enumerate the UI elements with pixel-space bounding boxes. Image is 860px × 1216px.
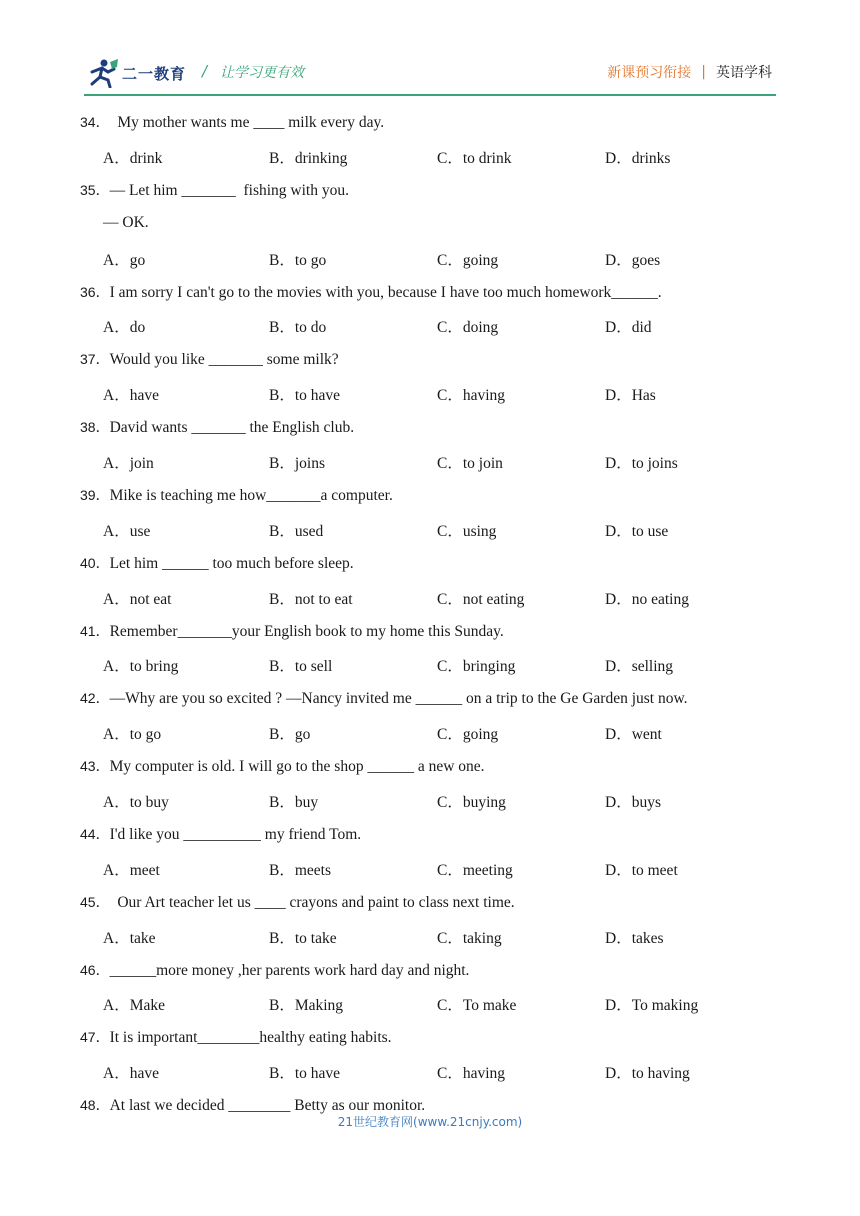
option-c[interactable]: C．to drink — [437, 149, 512, 167]
option-a[interactable]: A．to buy — [103, 794, 169, 811]
option-a[interactable]: A．have — [103, 387, 159, 405]
option-b[interactable]: B．meets — [269, 861, 331, 879]
question-text-before: I am sorry I can't go to the movies with you, because I have too much homework — [109, 283, 612, 301]
question-number: 48． — [80, 1097, 110, 1114]
question-number: 36． — [80, 283, 110, 300]
option-a[interactable]: A．have — [103, 1065, 159, 1083]
question-text-before: My computer is old. I will go to the shop — [109, 758, 368, 776]
question-text-after: a computer. — [320, 486, 393, 504]
page-footer: 21世纪教育网(www.21cnjy.com) — [337, 1115, 523, 1129]
question-stem — [80, 180, 349, 200]
question-stem — [80, 282, 662, 302]
option-a[interactable]: A．to bring — [103, 658, 179, 676]
slogan-separator: / — [202, 62, 208, 80]
question-number: 38． — [80, 419, 110, 436]
question-stem — [80, 485, 393, 505]
option-d[interactable]: D．did — [605, 319, 652, 337]
question-stem — [80, 349, 339, 369]
option-a[interactable]: A．Make — [103, 997, 165, 1015]
question-text-after: some milk? — [262, 351, 339, 369]
question-text-after: fishing with you. — [235, 181, 349, 199]
logo — [84, 55, 186, 91]
answer-blank: ____ — [254, 893, 286, 911]
question-text-before: David wants — [109, 419, 192, 437]
option-c[interactable]: C．having — [437, 387, 506, 405]
option-a[interactable]: A．do — [103, 319, 146, 337]
option-a[interactable]: A．take — [103, 929, 156, 947]
header-subject: 英语学科 — [716, 65, 772, 81]
question-text-after: healthy eating habits. — [259, 1029, 392, 1047]
option-c[interactable]: C．to join — [437, 455, 503, 472]
question-text-before: I'd like you — [109, 825, 184, 843]
question-number: 35． — [80, 181, 110, 198]
question-number: 44． — [80, 825, 110, 842]
header-right — [607, 62, 772, 82]
question-number: 42． — [80, 690, 110, 707]
question-text-before: Remember — [109, 622, 178, 640]
option-a[interactable]: A．not eat — [103, 590, 172, 608]
question-stem — [80, 756, 485, 776]
option-b[interactable]: B．go — [269, 726, 311, 744]
question-text-before: — Let him — [109, 181, 182, 199]
option-d[interactable]: D．buys — [605, 794, 661, 811]
answer-blank: ____ — [253, 114, 285, 131]
answer-blank: ______ — [162, 554, 209, 572]
option-c[interactable]: C．having — [437, 1065, 506, 1083]
question-stem — [80, 553, 354, 573]
option-b[interactable]: B．joins — [269, 455, 325, 472]
answer-blank: _______ — [181, 181, 236, 199]
option-d[interactable]: D．takes — [605, 929, 664, 947]
question-text-after: Betty as our monitor. — [290, 1097, 426, 1115]
question-stem — [80, 960, 469, 980]
option-d[interactable]: D．To making — [605, 997, 699, 1015]
option-d[interactable]: D．went — [605, 726, 662, 744]
answer-blank: ________ — [197, 1029, 260, 1047]
answer-blank: _______ — [208, 351, 263, 369]
question-number: 34． — [80, 114, 110, 130]
header-divider — [84, 94, 776, 96]
question-number: 37． — [80, 351, 110, 368]
option-c[interactable]: C．To make — [437, 997, 517, 1015]
question-text-after: too much before sleep. — [208, 554, 354, 572]
question-stem — [80, 417, 354, 437]
answer-blank: ________ — [228, 1097, 291, 1115]
question-text-before: Let him — [109, 554, 163, 572]
option-a[interactable]: A．to go — [103, 726, 162, 744]
option-a[interactable]: A．meet — [103, 861, 160, 879]
option-d[interactable]: D．Has — [605, 387, 656, 405]
answer-blank: ______ — [109, 961, 157, 979]
slogan: 让学习更有效 — [220, 65, 304, 81]
option-d[interactable]: D．selling — [605, 658, 674, 676]
question-stem — [80, 1027, 392, 1047]
dialog-reply: — OK. — [103, 213, 149, 231]
question-text-after: . — [657, 283, 662, 301]
answer-blank: _______ — [177, 622, 232, 640]
question-text-before: —Why are you so excited ? —Nancy invited me — [109, 690, 416, 708]
answer-blank: ______ — [367, 758, 414, 776]
question-number: 43． — [80, 758, 110, 775]
option-a[interactable]: A．go — [103, 251, 146, 269]
question-text-after: the English club. — [245, 419, 355, 437]
question-number: 41． — [80, 622, 110, 639]
option-d[interactable]: D．no eating — [605, 590, 689, 608]
question-text-after: my friend Tom. — [260, 825, 362, 843]
option-b[interactable]: B．drinking — [269, 149, 348, 167]
question-stem — [80, 892, 515, 912]
option-b[interactable]: B．to have — [269, 1065, 341, 1083]
running-person-icon — [84, 58, 120, 88]
option-a[interactable]: A．use — [103, 522, 151, 540]
question-number: 46． — [80, 961, 110, 978]
option-c[interactable]: C．going — [437, 251, 499, 269]
option-c[interactable]: C．bringing — [437, 658, 516, 676]
option-b[interactable]: B．Making — [269, 997, 344, 1015]
option-b[interactable]: B．to take — [269, 929, 337, 947]
answer-blank: _______ — [266, 486, 321, 504]
answer-blank: _______ — [191, 419, 246, 437]
question-number: 40． — [80, 554, 110, 571]
question-stem — [80, 621, 504, 641]
answer-blank: ______ — [611, 283, 658, 301]
option-b[interactable]: B．to sell — [269, 658, 333, 676]
question-text-after: more money ,her parents work hard day and night. — [156, 961, 470, 979]
question-text-before: Would you like — [109, 351, 209, 369]
header-separator: | — [701, 64, 706, 80]
question-text-after: milk every day. — [284, 114, 385, 131]
question-text-before: It is important — [109, 1029, 198, 1047]
option-b[interactable]: B．to do — [269, 319, 327, 337]
question-text-before: Mike is teaching me how — [109, 486, 267, 504]
page-header — [0, 0, 860, 100]
option-c[interactable]: C．using — [437, 522, 497, 540]
option-a[interactable]: A．join — [103, 455, 154, 472]
answer-blank: __________ — [183, 825, 261, 843]
option-d[interactable]: D．to meet — [605, 861, 678, 879]
question-text-before: At last we decided — [109, 1097, 229, 1115]
logo-text: 二一教育 — [122, 64, 187, 83]
question-number: 39． — [80, 486, 110, 503]
question-number: 47． — [80, 1029, 110, 1046]
question-text-after: a new one. — [413, 758, 485, 776]
question-text-after: crayons and paint to class next time. — [285, 893, 515, 911]
option-b[interactable]: B．not to eat — [269, 590, 353, 608]
question-stem — [80, 824, 361, 844]
option-c[interactable]: C．not eating — [437, 590, 525, 608]
option-d[interactable]: D．goes — [605, 251, 661, 269]
option-c[interactable]: C．doing — [437, 319, 499, 337]
question-text-before: My mother wants me — [109, 114, 254, 131]
option-c[interactable]: C．buying — [437, 794, 506, 811]
question-number: 45． — [80, 893, 110, 910]
option-d[interactable]: D．to having — [605, 1065, 690, 1083]
option-d[interactable]: D．to use — [605, 522, 669, 540]
option-b[interactable]: B．to have — [269, 387, 341, 405]
option-b[interactable]: B．used — [269, 522, 324, 540]
answer-blank: ______ — [415, 690, 463, 708]
option-d[interactable]: D．drinks — [605, 149, 671, 167]
option-a[interactable]: A．drink — [103, 149, 163, 167]
option-c[interactable]: C．going — [437, 726, 499, 744]
question-text-after: your English book to my home this Sunday. — [231, 622, 504, 640]
question-text-after: on a trip to the Ge Garden just now. — [462, 690, 688, 708]
option-d[interactable]: D．to joins — [605, 455, 678, 472]
question-stem — [80, 688, 688, 708]
header-preview-label: 新课预习衔接 — [607, 65, 692, 81]
question-stem — [80, 112, 384, 132]
option-c[interactable]: C．meeting — [437, 861, 513, 879]
option-b[interactable]: B．buy — [269, 794, 319, 811]
option-b[interactable]: B．to go — [269, 251, 327, 269]
question-text-before: Our Art teacher let us — [109, 893, 255, 911]
option-c[interactable]: C．taking — [437, 929, 502, 947]
